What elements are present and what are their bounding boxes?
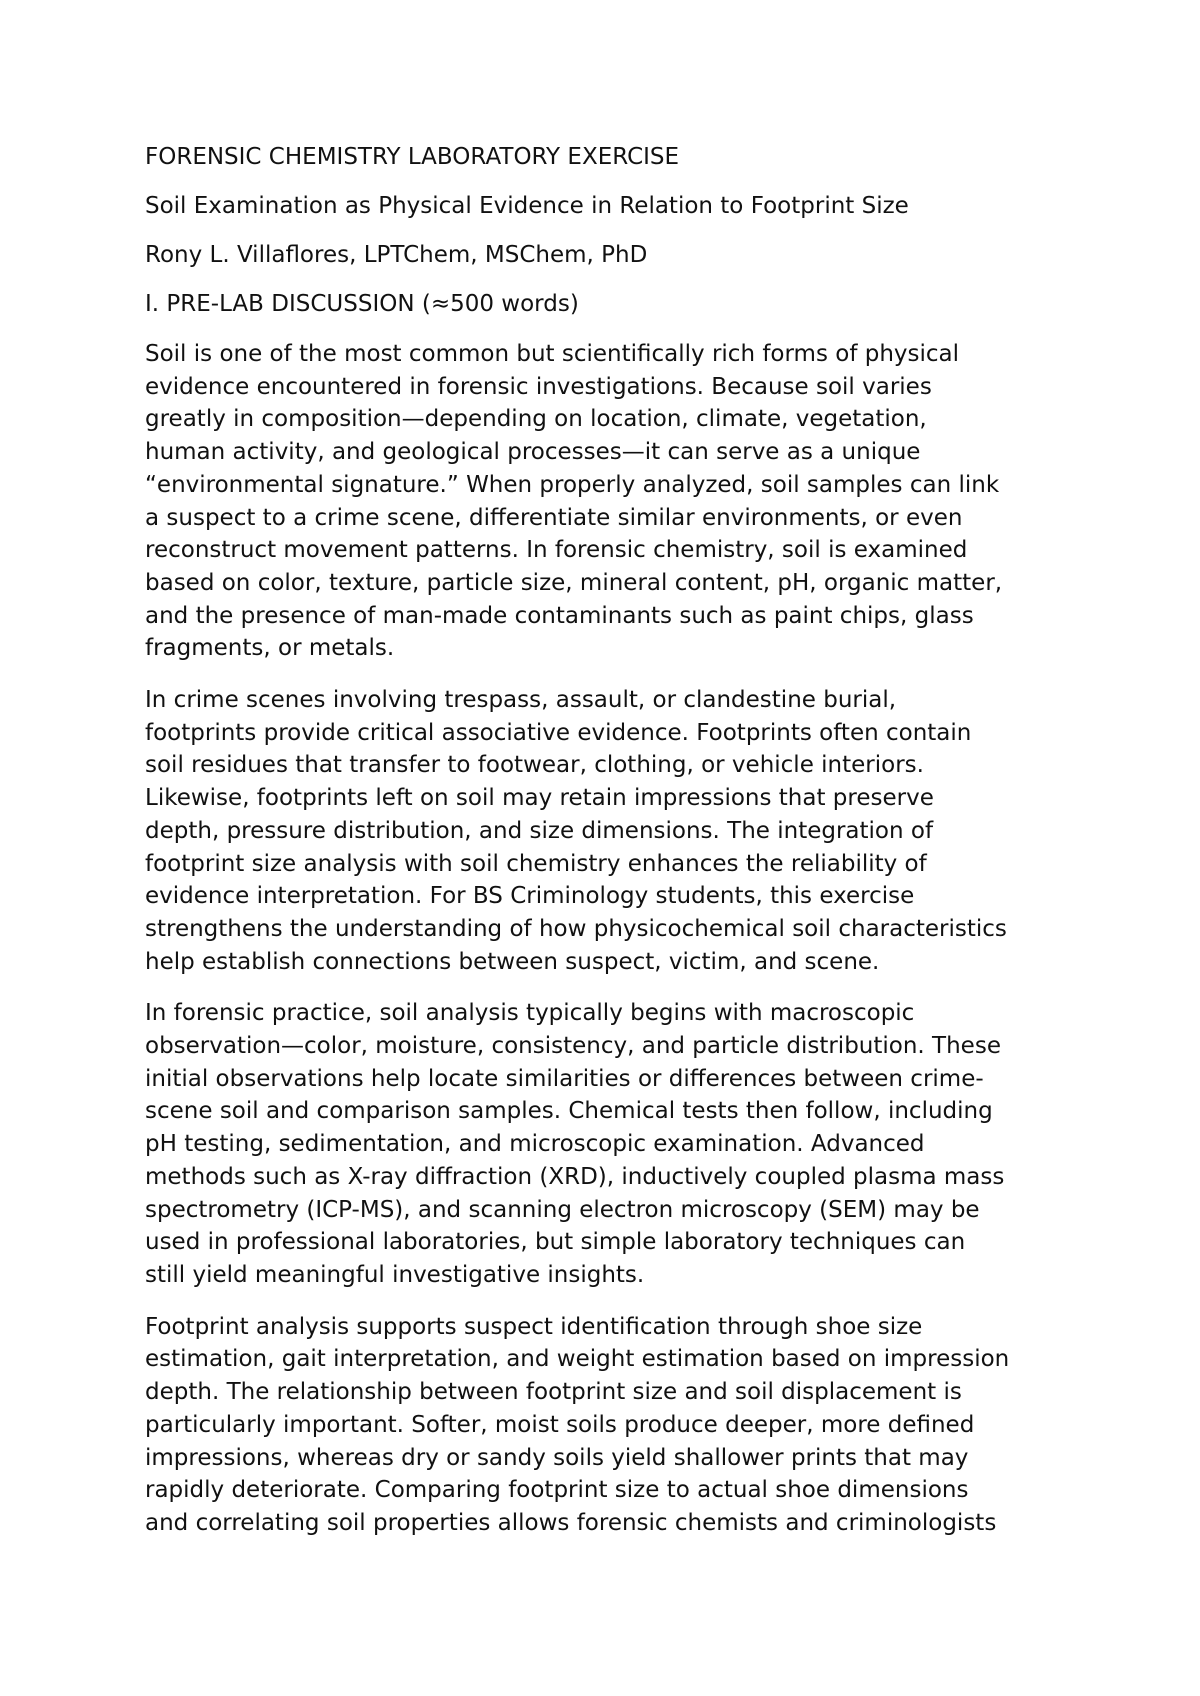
text-line: evidence encountered in forensic investigations. Because soil varies [145, 373, 932, 400]
text-line: methods such as X-ray diffraction (XRD), inductively coupled plasma mass [145, 1163, 1005, 1190]
text-line: greatly in composition—depending on location, climate, vegetation, [145, 406, 927, 433]
text-line: Footprint analysis supports suspect identification through shoe size [145, 1313, 923, 1340]
text-line: footprint size analysis with soil chemistry enhances the reliability of [145, 850, 927, 877]
text-line: rapidly deteriorate. Comparing footprint size to actual shoe dimensions [145, 1477, 969, 1504]
text-line: soil residues that transfer to footwear, clothing, or vehicle interiors. [145, 752, 924, 779]
paragraph-4 [145, 1311, 1065, 1540]
text-line: “environmental signature.” When properly analyzed, soil samples can link [145, 471, 1000, 498]
text-line: and the presence of man-made contaminants such as paint chips, glass [145, 602, 974, 629]
text-line: footprints provide critical associative evidence. Footprints often contain [145, 719, 972, 746]
paragraph-2 [145, 684, 1065, 978]
text-line: based on color, texture, particle size, mineral content, pH, organic matter, [145, 569, 1003, 596]
text-line: a suspect to a crime scene, differentiate similar environments, or even [145, 504, 963, 531]
section-heading: I. PRE-LAB DISCUSSION (≈500 words) [145, 291, 579, 317]
text-line: particularly important. Softer, moist soils produce deeper, more defined [145, 1411, 975, 1438]
text-line: strengthens the understanding of how physicochemical soil characteristics [145, 915, 1007, 942]
text-line: human activity, and geological processes—it can serve as a unique [145, 439, 921, 466]
document-body [145, 142, 1065, 1559]
text-line: initial observations help locate similarities or differences between crime- [145, 1065, 984, 1092]
text-line: Soil is one of the most common but scientifically rich forms of physical [145, 341, 960, 367]
paragraph-1 [145, 338, 1065, 665]
text-line: reconstruct movement patterns. In forensic chemistry, soil is examined [145, 537, 968, 564]
text-line: pH testing, sedimentation, and microscopic examination. Advanced [145, 1131, 925, 1158]
paragraph-3 [145, 997, 1065, 1291]
text-line: scene soil and comparison samples. Chemical tests then follow, including [145, 1098, 993, 1125]
text-line: observation—color, moisture, consistency, and particle distribution. These [145, 1033, 1001, 1060]
text-line: and correlating soil properties allows forensic chemists and criminologists [145, 1509, 997, 1536]
text-line: In crime scenes involving trespass, assault, or clandestine burial, [145, 687, 897, 714]
text-line: impressions, whereas dry or sandy soils yield shallower prints that may [145, 1444, 969, 1471]
text-line: depth. The relationship between footprint size and soil displacement is [145, 1379, 962, 1406]
text-line: spectrometry (ICP-MS), and scanning electron microscopy (SEM) may be [145, 1196, 980, 1223]
text-line: estimation, gait interpretation, and weight estimation based on impression [145, 1346, 1010, 1373]
text-line: fragments, or metals. [145, 635, 395, 662]
text-line: help establish connections between suspect, victim, and scene. [145, 948, 880, 975]
text-line: depth, pressure distribution, and size dimensions. The integration of [145, 817, 934, 844]
document-title: FORENSIC CHEMISTRY LABORATORY EXERCISE [145, 144, 680, 170]
text-line: evidence interpretation. For BS Criminology students, this exercise [145, 883, 915, 910]
text-line: still yield meaningful investigative insights. [145, 1261, 645, 1288]
text-line: used in professional laboratories, but simple laboratory techniques can [145, 1229, 966, 1256]
author-line: Rony L. Villaflores, LPTChem, MSChem, PhD [145, 242, 648, 268]
document-subtitle: Soil Examination as Physical Evidence in Relation to Footprint Size [145, 193, 909, 219]
text-line: In forensic practice, soil analysis typically begins with macroscopic [145, 1000, 915, 1027]
text-line: Likewise, footprints left on soil may retain impressions that preserve [145, 785, 934, 812]
